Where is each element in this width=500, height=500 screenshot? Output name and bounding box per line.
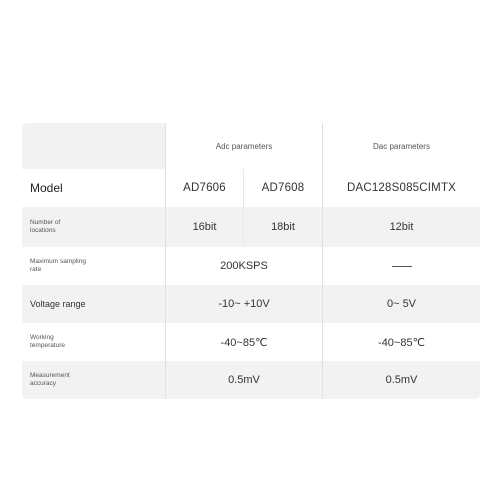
temperature-label-cell [22,323,165,361]
model-adc-a-cell [165,169,243,207]
table-row-sampling [22,247,480,285]
locations-label [30,219,60,235]
accuracy-label-cell [22,361,165,399]
sampling-label-cell [22,247,165,285]
table-row-voltage [22,285,480,323]
sampling-200ksps: 200KSPS [220,260,268,272]
accuracy-adc: 0.5mV [228,374,260,386]
locations-label-line1: Number of [30,219,61,226]
locations-label-cell [22,207,165,247]
model-label: Model [30,181,63,195]
header-dac-cell [322,123,480,169]
table-row-locations [22,207,480,247]
voltage-label-cell [22,285,165,323]
accuracy-dac: 0.5mV [385,374,418,386]
table-row-temperature [22,323,480,361]
voltage-dac: 0~ 5V [386,298,417,310]
model-label-cell [22,169,165,207]
table-header-row [22,123,480,169]
accuracy-adc-cell [165,361,322,399]
locations-16bit: 16bit [192,221,217,233]
locations-18bit: 18bit [271,221,295,233]
temperature-label-line1: Working [30,334,54,341]
accuracy-label-line2: accuracy [30,380,57,387]
model-dac-cell [322,169,480,207]
model-adc-b-cell [243,169,322,207]
temperature-dac-cell [322,323,480,361]
temperature-adc: -40~85℃ [220,336,268,349]
locations-dac-cell [322,207,480,247]
parameter-table [22,123,480,387]
sampling-label [30,258,86,274]
dash-icon [392,266,412,267]
accuracy-label [30,372,70,388]
temperature-adc-cell [165,323,322,361]
temperature-label-line2: temperature [30,342,66,349]
sampling-label-line1: Maximum sampling [30,258,86,265]
table-row-accuracy [22,361,480,399]
table-row-model [22,169,480,207]
locations-label-line2: locations [30,227,56,234]
model-dac: DAC128S085CIMTX [346,182,457,194]
voltage-label: Voltage range [30,299,86,309]
temperature-dac: -40~85℃ [378,336,425,349]
header-empty-cell [22,123,165,169]
accuracy-dac-cell [322,361,480,399]
model-ad7608: AD7608 [261,182,305,194]
voltage-dac-cell [322,285,480,323]
voltage-adc: -10~ +10V [218,298,270,310]
dac-parameters-heading: Dac parameters [373,141,430,151]
locations-adc-b-cell [243,207,322,247]
sampling-dac-cell [322,247,480,285]
accuracy-label-line1: Measurement [30,372,70,379]
sampling-label-line2: rate [30,266,42,273]
locations-adc-a-cell [165,207,243,247]
model-ad7606: AD7606 [183,182,226,194]
adc-parameters-heading: Adc parameters [215,141,273,151]
temperature-label [30,334,65,350]
header-adc-cell [165,123,322,169]
locations-12bit: 12bit [389,221,414,233]
sampling-adc-cell [165,247,322,285]
voltage-adc-cell [165,285,322,323]
